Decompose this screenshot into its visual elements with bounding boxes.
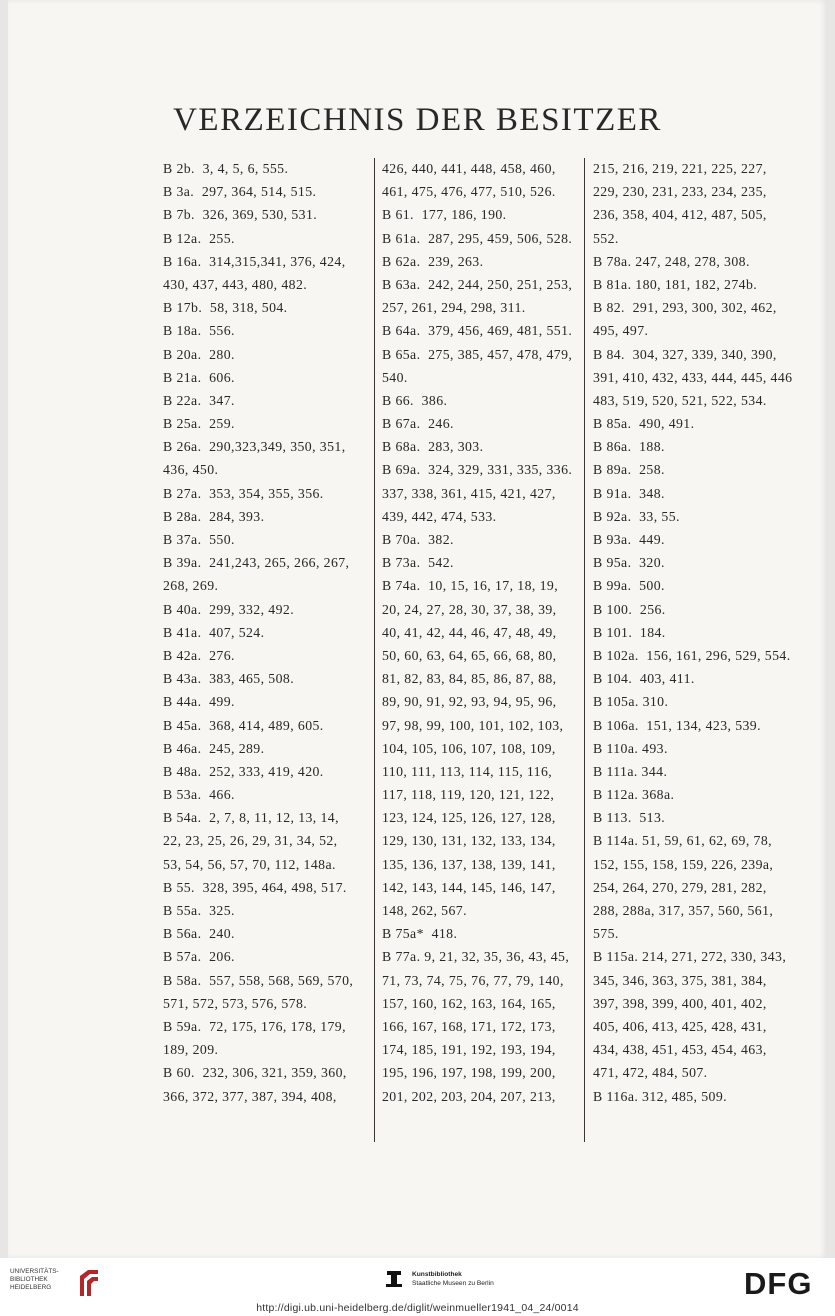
index-entry-line: B 44a. 499. xyxy=(163,694,235,710)
index-entry-line: B 65a. 275, 385, 457, 478, 479, xyxy=(382,346,573,362)
index-column-1 xyxy=(163,157,370,1108)
index-entry-line: B 105a. 310. xyxy=(593,694,669,710)
index-entry-line: B 39a. 241,243, 265, 266, 267, xyxy=(163,555,350,571)
index-entry-line: 89, 90, 91, 92, 93, 94, 95, 96, xyxy=(382,694,557,710)
kunstbibliothek-mark-icon xyxy=(384,1269,404,1289)
index-entry-line: B 66. 386. xyxy=(382,392,448,408)
index-entry-line: 195, 196, 197, 198, 199, 200, xyxy=(382,1065,556,1081)
index-entry-line: 571, 572, 573, 576, 578. xyxy=(163,995,308,1011)
index-entry-line: B 22a. 347. xyxy=(163,392,235,408)
index-entry-line: 257, 261, 294, 298, 311. xyxy=(382,300,526,316)
index-entry-line: B 64a. 379, 456, 469, 481, 551. xyxy=(382,323,573,339)
index-entry-line: 97, 98, 99, 100, 101, 102, 103, xyxy=(382,717,564,733)
index-entry-line: 229, 230, 231, 233, 234, 235, xyxy=(593,184,767,200)
index-entry-line: 540. xyxy=(382,369,408,385)
index-entry-line: B 28a. 284, 393. xyxy=(163,508,265,524)
index-entry-line: B 116a. 312, 485, 509. xyxy=(593,1088,727,1104)
index-entry-line: 391, 410, 432, 433, 444, 445, 446 xyxy=(593,369,793,385)
index-entry-line: 152, 155, 158, 159, 226, 239a, xyxy=(593,856,774,872)
index-entry-line: 495, 497. xyxy=(593,323,649,339)
index-entry-line: 110, 111, 113, 114, 115, 116, xyxy=(382,763,553,779)
index-entry-line: B 41a. 407, 524. xyxy=(163,624,265,640)
dfg-logo-text: DFG xyxy=(744,1266,813,1298)
index-entry-line: B 81a. 180, 181, 182, 274b. xyxy=(593,276,758,292)
index-entry-line: 430, 437, 443, 480, 482. xyxy=(163,276,308,292)
uni-logo-line: BIBLIOTHEK xyxy=(10,1276,48,1283)
index-entry-line: B 20a. 280. xyxy=(163,346,235,362)
index-entry-line: B 61a. 287, 295, 459, 506, 528. xyxy=(382,230,573,246)
index-entry-line: B 53a. 466. xyxy=(163,787,235,803)
index-entry-line: B 91a. 348. xyxy=(593,485,665,501)
index-entry-line: B 7b. 326, 369, 530, 531. xyxy=(163,207,318,223)
index-entry-line: B 73a. 542. xyxy=(382,555,454,571)
index-entry-line: B 75a* 418. xyxy=(382,926,458,942)
index-entry-line: B 12a. 255. xyxy=(163,230,235,246)
index-entry-line: B 115a. 214, 271, 272, 330, 343, xyxy=(593,949,787,965)
index-entry-line: 483, 519, 520, 521, 522, 534. xyxy=(593,392,767,408)
index-entry-line: 123, 124, 125, 126, 127, 128, xyxy=(382,810,556,826)
index-entry-line: B 110a. 493. xyxy=(593,740,668,756)
index-entry-line: B 40a. 299, 332, 492. xyxy=(163,601,295,617)
index-entry-line: B 57a. 206. xyxy=(163,949,235,965)
index-entry-line: B 3a. 297, 364, 514, 515. xyxy=(163,184,317,200)
index-entry-line: 104, 105, 106, 107, 108, 109, xyxy=(382,740,556,756)
index-entry-line: B 58a. 557, 558, 568, 569, 570, xyxy=(163,972,354,988)
index-entry-line: B 63a. 242, 244, 250, 251, 253, xyxy=(382,276,573,292)
index-entry-line: B 17b. 58, 318, 504. xyxy=(163,300,288,316)
index-entry-line: B 113. 513. xyxy=(593,810,666,826)
index-entry-line: B 18a. 556. xyxy=(163,323,235,339)
index-entry-line: 461, 475, 476, 477, 510, 526. xyxy=(382,184,556,200)
index-entry-line: 471, 472, 484, 507. xyxy=(593,1065,708,1081)
index-entry-line: B 99a. 500. xyxy=(593,578,665,594)
index-entry-line: 117, 118, 119, 120, 121, 122, xyxy=(382,787,555,803)
index-entry-line: 552. xyxy=(593,230,619,246)
index-entry-line: B 26a. 290,323,349, 350, 351, xyxy=(163,439,346,455)
index-entry-line: 148, 262, 567. xyxy=(382,903,467,918)
index-entry-line: 189, 209. xyxy=(163,1042,219,1058)
index-entry-line: B 37a. 550. xyxy=(163,532,235,547)
index-entry-line: B 100. 256. xyxy=(593,601,666,617)
index-entry-line: 142, 143, 144, 145, 146, 147, xyxy=(382,879,556,895)
index-entry-line: B 56a. 240. xyxy=(163,926,235,942)
index-entry-line: B 67a. 246. xyxy=(382,416,454,432)
index-entry-line: B 45a. 368, 414, 489, 605. xyxy=(163,717,324,733)
index-entry-line: B 86a. 188. xyxy=(593,439,665,455)
index-entry-line: 166, 167, 168, 171, 172, 173, xyxy=(382,1018,556,1034)
index-entry-line: B 27a. 353, 354, 355, 356. xyxy=(163,485,324,501)
kb-subtitle: Staatliche Museen zu Berlin xyxy=(412,1280,494,1287)
index-entry-line: B 70a. 382. xyxy=(382,532,454,547)
index-entry-line: B 48a. 252, 333, 419, 420. xyxy=(163,763,324,779)
index-entry-line: B 111a. 344. xyxy=(593,763,668,779)
uni-logo-line: UNIVERSITÄTS- xyxy=(10,1268,59,1275)
index-entry-line: 129, 130, 131, 132, 133, 134, xyxy=(382,833,556,849)
index-entry-line: 215, 216, 219, 221, 225, 227, xyxy=(593,161,767,176)
index-entry-line: 337, 338, 361, 415, 421, 427, xyxy=(382,485,556,501)
index-entry-line: B 82. 291, 293, 300, 302, 462, xyxy=(593,300,777,316)
index-entry-line: B 68a. 283, 303. xyxy=(382,439,484,455)
index-entry-line: B 59a. 72, 175, 176, 178, 179, xyxy=(163,1018,346,1034)
index-entry-line: B 61. 177, 186, 190. xyxy=(382,207,507,223)
source-url[interactable]: http://digi.ub.uni-heidelberg.de/diglit/weinmueller1941_04_24/0014 xyxy=(256,1302,579,1314)
index-entry-line: B 21a. 606. xyxy=(163,369,235,385)
index-entry-line: B 93a. 449. xyxy=(593,532,665,547)
kunstbibliothek-logo-icon[interactable] xyxy=(384,1267,564,1297)
index-column-3 xyxy=(593,157,805,1108)
index-entry-line: 20, 24, 27, 28, 30, 37, 38, 39, xyxy=(382,601,557,617)
index-entry-line: 439, 442, 474, 533. xyxy=(382,508,497,524)
index-entry-line: B 74a. 10, 15, 16, 17, 18, 19, xyxy=(382,578,559,594)
column-divider xyxy=(374,158,375,1142)
index-entry-line: 268, 269. xyxy=(163,578,219,594)
index-entry-line: 434, 438, 451, 453, 454, 463, xyxy=(593,1042,767,1058)
index-entry-line: 436, 450. xyxy=(163,462,219,478)
index-entry-line: B 60. 232, 306, 321, 359, 360, xyxy=(163,1065,347,1081)
index-entry-line: 201, 202, 203, 204, 207, 213, xyxy=(382,1088,556,1104)
uni-logo-line: HEIDELBERG xyxy=(10,1284,52,1291)
index-entry-line: B 43a. 383, 465, 508. xyxy=(163,671,295,687)
index-entry-line: 174, 185, 191, 192, 193, 194, xyxy=(382,1042,556,1058)
index-entry-line: 157, 160, 162, 163, 164, 165, xyxy=(382,995,556,1011)
index-entry-line: 397, 398, 399, 400, 401, 402, xyxy=(593,995,767,1011)
index-entry-line: 254, 264, 270, 279, 281, 282, xyxy=(593,879,767,895)
index-entry-line: 22, 23, 25, 26, 29, 31, 34, 52, xyxy=(163,833,338,849)
kb-name: Kunstbibliothek xyxy=(412,1271,462,1278)
index-entry-line: B 62a. 239, 263. xyxy=(382,253,484,269)
index-entry-line: 575. xyxy=(593,926,619,942)
index-entry-line: 40, 41, 42, 44, 46, 47, 48, 49, xyxy=(382,624,557,640)
index-entry-line: 288, 288a, 317, 357, 560, 561, xyxy=(593,903,774,918)
page-title: VERZEICHNIS DER BESITZER xyxy=(173,102,662,138)
index-entry-line: 405, 406, 413, 425, 428, 431, xyxy=(593,1018,767,1034)
index-entry-line: B 89a. 258. xyxy=(593,462,665,478)
index-entry-line: B 84. 304, 327, 339, 340, 390, xyxy=(593,346,777,362)
index-entry-line: B 2b. 3, 4, 5, 6, 555. xyxy=(163,161,289,176)
index-entry-line: B 85a. 490, 491. xyxy=(593,416,695,432)
column-divider xyxy=(584,158,585,1142)
index-entry-line: 81, 82, 83, 84, 85, 86, 87, 88, xyxy=(382,671,557,687)
index-entry-line: B 102a. 156, 161, 296, 529, 554. xyxy=(593,647,791,663)
index-entry-line: B 92a. 33, 55. xyxy=(593,508,680,524)
index-entry-line: B 112a. 368a. xyxy=(593,787,675,803)
index-entry-line: B 42a. 276. xyxy=(163,647,235,663)
index-entry-line: 426, 440, 441, 448, 458, 460, xyxy=(382,161,556,176)
index-entry-line: 71, 73, 74, 75, 76, 77, 79, 140, xyxy=(382,972,564,988)
index-entry-line: B 25a. 259. xyxy=(163,416,235,432)
index-entry-line: 345, 346, 363, 375, 381, 384, xyxy=(593,972,767,988)
index-entry-line: B 54a. 2, 7, 8, 11, 12, 13, 14, xyxy=(163,810,339,826)
index-entry-line: B 101. 184. xyxy=(593,624,666,640)
index-entry-line: 50, 60, 63, 64, 65, 66, 68, 80, xyxy=(382,647,557,663)
uni-seal-icon xyxy=(76,1268,102,1298)
index-entry-line: B 77a. 9, 21, 32, 35, 36, 43, 45, xyxy=(382,949,570,965)
index-entry-line: B 114a. 51, 59, 61, 62, 69, 78, xyxy=(593,833,772,849)
dfg-logo-icon[interactable] xyxy=(744,1266,826,1298)
index-entry-line: B 104. 403, 411. xyxy=(593,671,695,687)
index-entry-line: B 78a. 247, 248, 278, 308. xyxy=(593,253,750,269)
index-entry-line: 366, 372, 377, 387, 394, 408, xyxy=(163,1088,337,1104)
index-entry-line: 135, 136, 137, 138, 139, 141, xyxy=(382,856,556,872)
index-entry-line: B 55. 328, 395, 464, 498, 517. xyxy=(163,879,347,895)
index-entry-line: B 55a. 325. xyxy=(163,903,235,918)
index-entry-line: B 16a. 314,315,341, 376, 424, xyxy=(163,253,346,269)
index-entry-line: B 69a. 324, 329, 331, 335, 336. xyxy=(382,462,573,478)
index-column-2 xyxy=(382,157,578,1108)
index-entry-line: 53, 54, 56, 57, 70, 112, 148a. xyxy=(163,856,336,872)
index-entry-line: B 106a. 151, 134, 423, 539. xyxy=(593,717,761,733)
index-entry-line: B 95a. 320. xyxy=(593,555,665,571)
index-entry-line: 236, 358, 404, 412, 487, 505, xyxy=(593,207,767,223)
index-entry-line: B 46a. 245, 289. xyxy=(163,740,265,756)
uni-heidelberg-logo-icon[interactable] xyxy=(10,1268,106,1300)
